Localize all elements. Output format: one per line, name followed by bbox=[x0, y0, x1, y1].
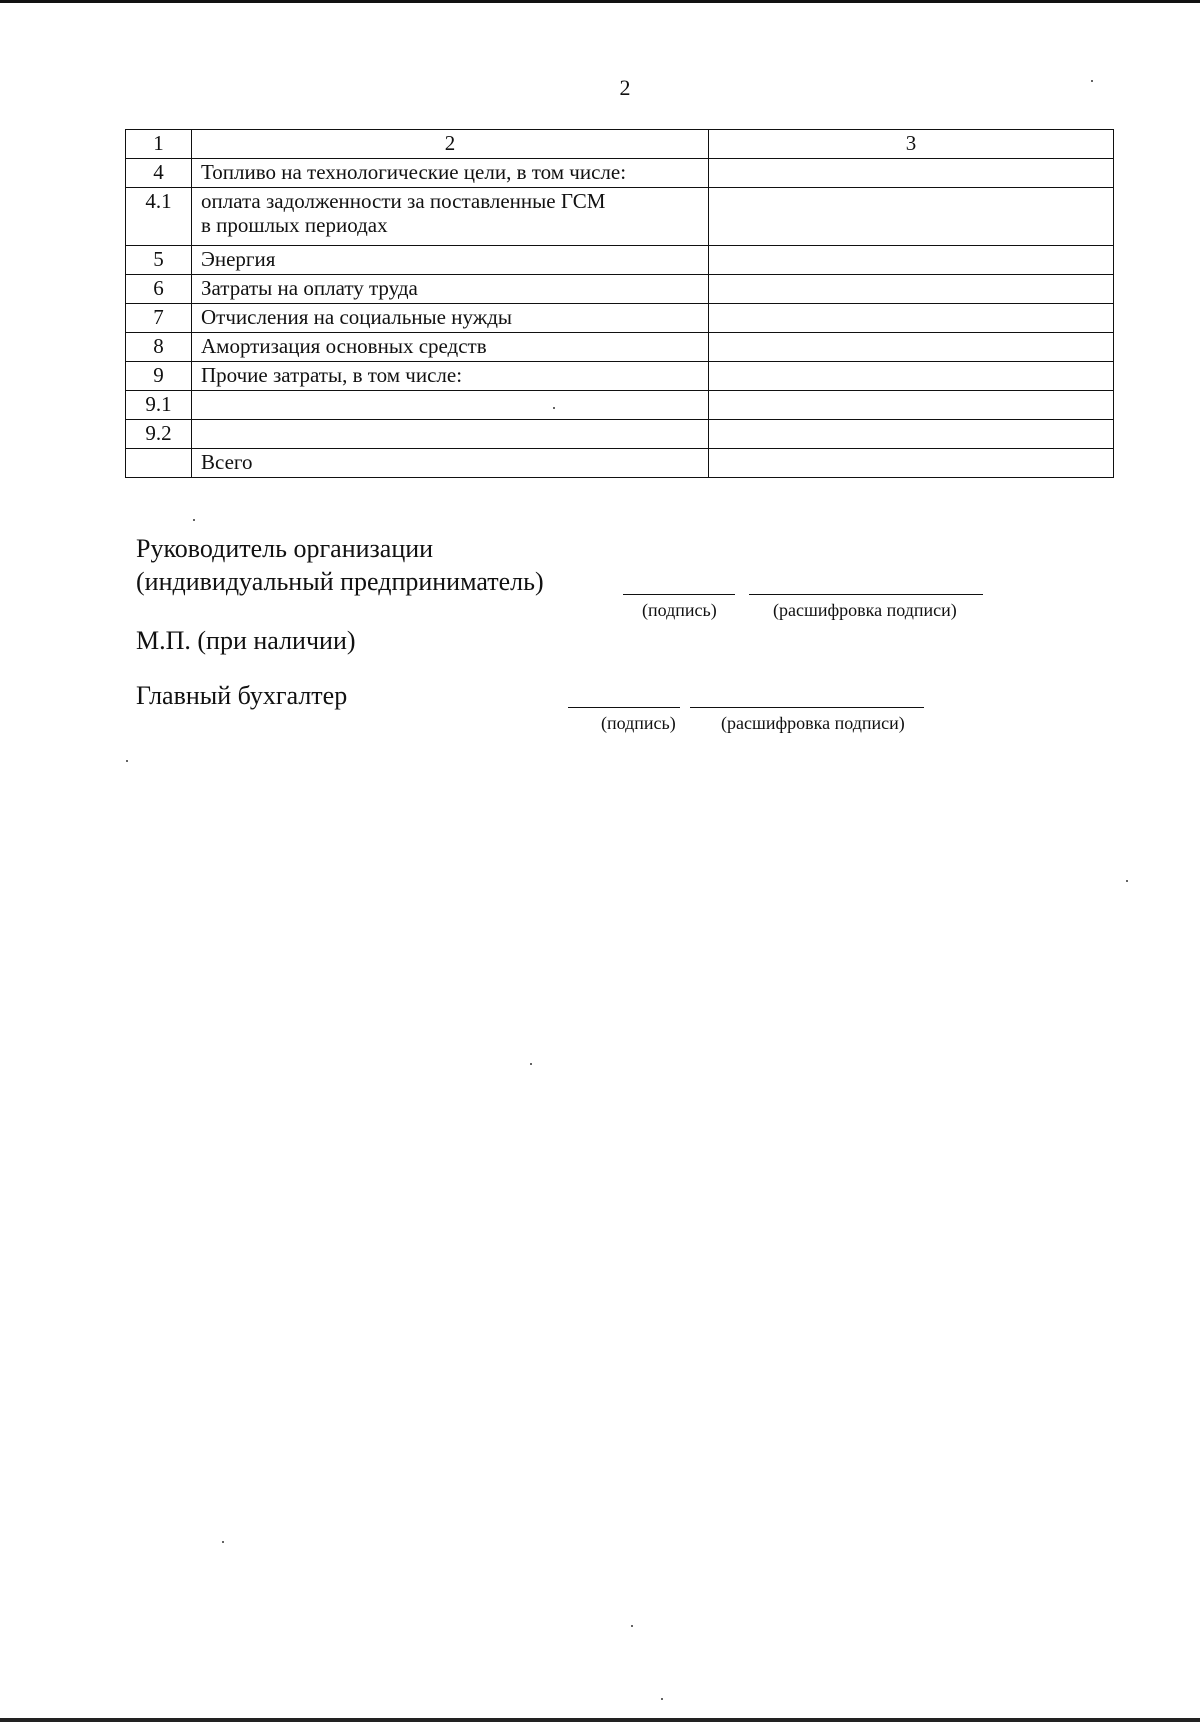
table-row bbox=[126, 159, 1114, 188]
row-label: Затраты на оплату труда bbox=[192, 275, 709, 304]
table-row bbox=[126, 304, 1114, 333]
table-row bbox=[126, 188, 1114, 246]
row-label: Амортизация основных средств bbox=[192, 333, 709, 362]
page-number: 2 bbox=[619, 75, 631, 100]
seal-label: М.П. (при наличии) bbox=[136, 626, 356, 655]
scan-speck bbox=[126, 760, 128, 762]
scan-speck bbox=[222, 1541, 224, 1543]
scan-speck bbox=[661, 1698, 663, 1700]
table-row bbox=[126, 333, 1114, 362]
row-value bbox=[709, 362, 1114, 391]
row-label bbox=[192, 420, 709, 449]
cost-table bbox=[125, 129, 1114, 478]
scan-speck bbox=[1126, 880, 1128, 882]
row-number: 4.1 bbox=[126, 188, 192, 246]
head-title bbox=[136, 532, 544, 598]
row-label: Всего bbox=[192, 449, 709, 478]
bottom-scan-edge bbox=[0, 1718, 1200, 1722]
row-label: оплата задолженности за поставленные ГСМ в прошлых периодах bbox=[192, 188, 709, 246]
row-value bbox=[709, 420, 1114, 449]
table-row bbox=[126, 246, 1114, 275]
row-value bbox=[709, 188, 1114, 246]
accountant-title: Главный бухгалтер bbox=[136, 681, 348, 710]
head-decoding-line bbox=[749, 594, 983, 595]
row-value bbox=[709, 159, 1114, 188]
row-number bbox=[126, 449, 192, 478]
row-number: 9 bbox=[126, 362, 192, 391]
table-header-row bbox=[126, 130, 1114, 159]
row-value bbox=[709, 449, 1114, 478]
header-col-3: 3 bbox=[709, 130, 1114, 159]
row-number: 4 bbox=[126, 159, 192, 188]
row-number: 6 bbox=[126, 275, 192, 304]
accountant-decoding-line bbox=[690, 707, 924, 708]
row-value bbox=[709, 246, 1114, 275]
head-decoding-caption: (расшифровка подписи) bbox=[773, 600, 957, 620]
scan-speck bbox=[530, 1063, 532, 1065]
table-row bbox=[126, 275, 1114, 304]
accountant-signature-caption: (подпись) bbox=[601, 713, 676, 733]
row-number: 9.2 bbox=[126, 420, 192, 449]
scan-speck bbox=[631, 1625, 633, 1627]
row-number: 7 bbox=[126, 304, 192, 333]
row-value bbox=[709, 275, 1114, 304]
scan-speck bbox=[553, 407, 555, 409]
row-number: 8 bbox=[126, 333, 192, 362]
head-title-line1: Руководитель организации bbox=[136, 534, 434, 563]
scan-speck bbox=[1091, 80, 1093, 82]
head-signature-line bbox=[623, 594, 735, 595]
top-border bbox=[0, 0, 1200, 3]
row-number: 9.1 bbox=[126, 391, 192, 420]
head-signature-caption: (подпись) bbox=[642, 600, 717, 620]
table-row-total bbox=[126, 449, 1114, 478]
scan-speck bbox=[193, 519, 195, 521]
row-label bbox=[192, 391, 709, 420]
header-col-2: 2 bbox=[192, 130, 709, 159]
row-value bbox=[709, 304, 1114, 333]
head-title-line2: (индивидуальный предприниматель) bbox=[136, 567, 544, 596]
table-row bbox=[126, 420, 1114, 449]
row-label: Энергия bbox=[192, 246, 709, 275]
header-col-1: 1 bbox=[126, 130, 192, 159]
row-number: 5 bbox=[126, 246, 192, 275]
row-value bbox=[709, 391, 1114, 420]
table-row bbox=[126, 391, 1114, 420]
accountant-decoding-caption: (расшифровка подписи) bbox=[721, 713, 905, 733]
row-label: Отчисления на социальные нужды bbox=[192, 304, 709, 333]
row-value bbox=[709, 333, 1114, 362]
row-label: Прочие затраты, в том числе: bbox=[192, 362, 709, 391]
row-label: Топливо на технологические цели, в том числе: bbox=[192, 159, 709, 188]
table-row bbox=[126, 362, 1114, 391]
accountant-signature-line bbox=[568, 707, 680, 708]
